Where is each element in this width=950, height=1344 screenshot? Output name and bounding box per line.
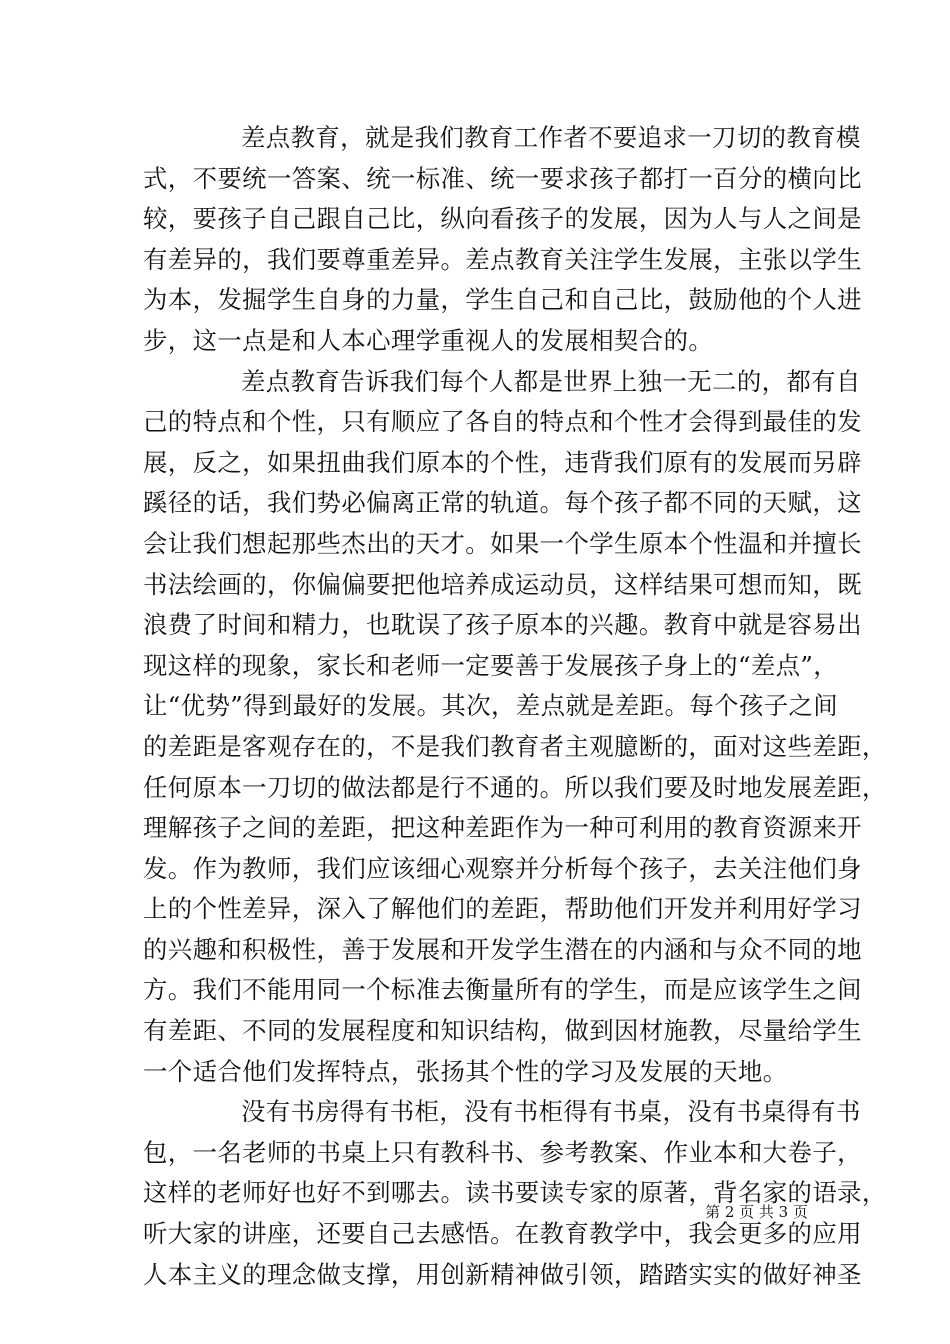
text-line: 差点教育，就是我们教育工作者不要追求一刀切的教育模 bbox=[241, 123, 861, 152]
text-line: 浪费了时间和精力，也耽误了孩子原本的兴趣。教育中就是容易出 bbox=[143, 610, 862, 640]
text-line: 听大家的讲座，还要自己去感悟。在教育教学中，我会更多的应用 bbox=[143, 1219, 862, 1249]
text-line: 人本主义的理念做支撑，用创新精神做引领，踏踏实实的做好神圣 bbox=[143, 1259, 862, 1289]
paragraph-3 bbox=[143, 1092, 887, 1295]
paragraph-2 bbox=[143, 362, 887, 1093]
text-line: 任何原本一刀切的做法都是行不通的。所以我们要及时地发展差距， bbox=[143, 772, 887, 802]
text-line: 这样的老师好也好不到哪去。读书要读专家的原著，背名家的语录， bbox=[143, 1178, 887, 1208]
text-line: 的差距是客观存在的，不是我们教育者主观臆断的，面对这些差距， bbox=[143, 731, 887, 761]
text-line: 有差异的，我们要尊重差异。差点教育关注学生发展，主张以学生 bbox=[143, 244, 862, 274]
text-line: 让“优势”得到最好的发展。其次，差点就是差距。每个孩子之间 bbox=[143, 691, 839, 721]
text-line: 为本，发掘学生自身的力量，学生自己和自己比，鼓励他的个人进 bbox=[143, 285, 862, 315]
text-line: 式，不要统一答案、统一标准、统一要求孩子都打一百分的横向比 bbox=[143, 163, 862, 193]
text-line: 一个适合他们发挥特点，张扬其个性的学习及发展的天地。 bbox=[143, 1056, 788, 1086]
text-line: 蹊径的话，我们势必偏离正常的轨道。每个孩子都不同的天赋，这 bbox=[143, 488, 862, 518]
document-body bbox=[143, 118, 887, 1295]
text-line: 的兴趣和积极性，善于发展和开发学生潜在的内涵和与众不同的地 bbox=[143, 934, 862, 964]
text-line: 现这样的现象，家长和老师一定要善于发展孩子身上的“差点”， bbox=[143, 650, 839, 680]
text-line: 理解孩子之间的差距，把这种差距作为一种可利用的教育资源来开 bbox=[143, 813, 862, 843]
text-line: 较，要孩子自己跟自己比，纵向看孩子的发展，因为人与人之间是 bbox=[143, 204, 862, 234]
text-line: 没有书房得有书柜，没有书柜得有书桌，没有书桌得有书 bbox=[241, 1097, 861, 1127]
text-line: 方。我们不能用同一个标准去衡量所有的学生，而是应该学生之间 bbox=[143, 975, 862, 1005]
text-line: 会让我们想起那些杰出的天才。如果一个学生原本个性温和并擅长 bbox=[143, 528, 862, 558]
text-line: 差点教育告诉我们每个人都是世界上独一无二的，都有自 bbox=[241, 366, 861, 396]
text-line: 上的个性差异，深入了解他们的差距，帮助他们开发并利用好学习 bbox=[143, 894, 862, 924]
text-line: 步，这一点是和人本心理学重视人的发展相契合的。 bbox=[143, 325, 714, 355]
text-line: 书法绘画的，你偏偏要把他培养成运动员，这样结果可想而知，既 bbox=[143, 569, 862, 599]
text-line: 有差距、不同的发展程度和知识结构，做到因材施教，尽量给学生 bbox=[143, 1016, 862, 1046]
paragraph-1 bbox=[143, 118, 862, 362]
text-line: 发。作为教师，我们应该细心观察并分析每个孩子，去关注他们身 bbox=[143, 853, 862, 883]
text-line: 包，一名老师的书桌上只有教科书、参考教案、作业本和大卷子， bbox=[143, 1137, 862, 1167]
text-line: 己的特点和个性，只有顺应了各自的特点和个性才会得到最佳的发 bbox=[143, 407, 862, 437]
page-number-footer: 第 2 页 共 3 页 bbox=[705, 1203, 808, 1221]
text-line: 展，反之，如果扭曲我们原本的个性，违背我们原有的发展而另辟 bbox=[143, 447, 862, 477]
